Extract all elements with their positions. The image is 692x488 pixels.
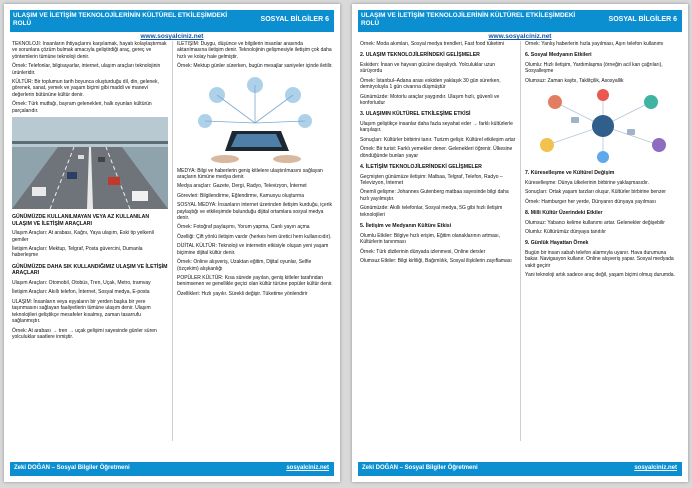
page-1 bbox=[4, 4, 340, 482]
page-footer bbox=[10, 462, 334, 476]
paragraph: Olumlu: Kültürümüz dünyaya tanıtılır bbox=[525, 229, 606, 236]
paragraph: ULAŞIM: İnsanların veya eşyaların bir yerden başka bir yere taşınmasını sağlayan faaliyetlerin tümüne ulaşım denir. Ulaşım teknolojileri geliştikçe mesafeler kısalmış, zaman tasarrufu sağlanmıştır. bbox=[12, 298, 151, 325]
header-subject: SOSYAL BİLGİLER 6 bbox=[260, 16, 329, 23]
paragraph: Ulaşım geliştikçe insanlar daha fazla seyahat eder → farklı kültürlerle karşılaşır. bbox=[360, 121, 513, 134]
page-2 bbox=[352, 4, 688, 482]
paragraph: Görevleri: Bilgilendirme, Eğlendirme, Kamuoyu oluşturma bbox=[177, 192, 304, 199]
footer-site-link[interactable]: sosyalciniz.net bbox=[634, 465, 677, 471]
paragraph: Yani teknoloji artık sadece araç değil, yaşam biçimi olmuş durumda. bbox=[525, 272, 675, 279]
site-link[interactable]: www.sosyalciniz.net bbox=[488, 33, 552, 40]
paragraph: Örnek: Türk mutfağı, bayram gelenekleri, halk oyunları kültürün parçalarıdır. bbox=[12, 101, 152, 114]
column-divider bbox=[172, 41, 173, 441]
section-heading: 8. Milli Kültür Üzerindeki Etkiler bbox=[525, 210, 603, 217]
paragraph: İLETİŞİM: Duygu, düşünce ve bilgilerin insanlar arasında aktarılmasına iletişim denir. Teknolojinin gelişmesiyle iletişim çok daha hızlı ve kolay hale gelmiştir. bbox=[177, 41, 332, 60]
section-heading: GÜNÜMÜZDE KULLANILMAYAN VEYA AZ KULLANILAN ULAŞIM VE İLETİŞİM ARAÇLARI bbox=[12, 214, 150, 227]
paragraph: Örnek: Online alışveriş, Uzaktan eğitim, Dijital oyunlar, Selfie (özçekim) alışkanlığı bbox=[177, 259, 312, 272]
paragraph: Örnek: Bir turist: Farklı yemekler dener. Gelenekleri öğrenir. Ülkesine döndüğünde bunları yayar bbox=[360, 146, 513, 159]
paragraph: Örnek: Mektup günler sürerken, bugün mesajlar saniyeler içinde iletilir. bbox=[177, 63, 333, 70]
paragraph: SOSYAL MEDYA: İnsanların internet üzerinden iletişim kurduğu, içerik paylaştığı ve etkileşimde bulunduğu dijital ortamlara sosyal medya denir. bbox=[177, 202, 332, 222]
paragraph: Örnek: Moda akımları, Sosyal medya trendleri, Fast food tüketimi bbox=[360, 41, 504, 47]
paragraph: Örnek: Telefonlar, bilgisayarlar, internet, ulaşım araçları teknolojinin ürünleridir. bbox=[12, 63, 161, 76]
footer-author: Zeki DOĞAN – Sosyal Bilgiler Öğretmeni bbox=[14, 465, 130, 471]
paragraph: Örnek: Yanlış haberlerin hızla yayılması, Aşırı telefon kullanımı bbox=[525, 41, 664, 47]
page-header bbox=[10, 10, 334, 32]
paragraph: Örnek: İstanbul–Adana arası eskiden yaklaşık 30 gün sürerken, demiryoluyla 1 gün civarına düşmüştür bbox=[360, 77, 501, 91]
paragraph: Geçmişten günümüze iletişim: Matbaa, Telgraf, Telefon, Radyo – Televizyon, İnternet bbox=[360, 173, 503, 187]
paragraph: Sonuçları: Kültürler birbirini tanır. Turizm gelişir. Kültürel etkileşim artar bbox=[360, 136, 516, 143]
paragraph: Ulaşım Araçları: Otomobil, Otobüs, Tren, Uçak, Metro, tramvay bbox=[12, 280, 151, 287]
section-heading: 5. İletişim ve Medyanın Kültüre Etkisi bbox=[360, 223, 452, 230]
column-divider bbox=[520, 41, 521, 441]
paragraph: Sonuçları: Ortak yaşam tarzları oluşur. Kültürler birbirine benzer bbox=[525, 189, 666, 196]
paragraph: Örnek: Hamburger her yerde, Dünyanın dünyaya yayılması bbox=[525, 198, 656, 205]
paragraph: Özelliği: Çift yönlü iletişim vardır (herkes hem üretici hem kullanıcıdır). bbox=[177, 233, 332, 240]
paragraph: DİJİTAL KÜLTÜR: Teknoloji ve internetin etkisiyle oluşan yeni yaşam biçimine dijital kültür denir. bbox=[177, 243, 329, 256]
paragraph: Günümüzde: Akıllı telefonlar, Sosyal medya, 5G gibi hızlı iletişim teknolojileri bbox=[360, 205, 503, 218]
paragraph: TEKNOLOJİ: İnsanların ihtiyaçlarını karşılamak, hayatı kolaylaştırmak ve sorunlara çözüm bulmak amacıyla geliştirdiği araç, gereç ve yöntemlerin tümüne teknoloji denir. bbox=[12, 41, 167, 60]
section-heading: 3. ULAŞIMIN KÜLTÜREL ETKİLEŞİME ETKİSİ bbox=[360, 111, 471, 118]
page-footer bbox=[358, 462, 682, 476]
header-title: ULAŞIM VE İLETİŞİM TEKNOLOJİLERİNİN KÜLTÜREL ETKİLEŞİMDEKİ ROLÜ bbox=[13, 12, 228, 27]
section-heading: 9. Günlük Hayattan Örnek bbox=[525, 240, 589, 247]
paragraph: Ulaşım Araçları: At arabası, Kağnı, Yaya ulaşım, Eski tip yelkenli gemiler bbox=[12, 230, 154, 243]
paragraph: KÜLTÜR: Bir toplumun tarih boyunca oluşturduğu dil, din, gelenek, görenek, sanat, yemek ve yaşam biçimi gibi maddi ve manevi değerlerin bütününe kültür denir. bbox=[12, 79, 159, 98]
paragraph: POPÜLER KÜLTÜR: Kısa sürede yayılan, geniş kitleler tarafından benimsenen ve genellikle geçici olan kültür türüne popüler kültür denir. bbox=[177, 274, 333, 288]
section-heading: 2. ULAŞIM TEKNOLOJİLERİNDEKİ GELİŞMELER bbox=[360, 52, 480, 59]
section-heading: 6. Sosyal Medyanın Etkileri bbox=[525, 52, 592, 59]
footer-site-link[interactable]: sosyalciniz.net bbox=[286, 465, 329, 471]
paragraph: Önemli gelişme: Johannes Gutenberg matbaa sayesinde bilgi daha hızlı yayılmıştır. bbox=[360, 189, 509, 202]
paragraph: Olumlu: Hızlı iletişim, Yardımlaşma (örneğin acil kan çağrıları), Sosyalleşme bbox=[525, 62, 663, 75]
paragraph: Olumlu Etkiler: Bilgiye hızlı erişim, Eğitim olanaklarının artması, Kültürlerin tanınması bbox=[360, 232, 501, 246]
paragraph: Özellikleri: Hızlı yayılır. Sürekli değişir. Tüketime yönlendirir bbox=[177, 290, 308, 297]
paragraph: Günümüzde: Motorlu araçlar yaygındır. Ulaşım hızlı, güvenli ve konforludur bbox=[360, 93, 500, 107]
paragraph: MEDYA: Bilgi ve haberlerin geniş kitlelere ulaştırılmasını sağlayan araçların tümüne medya denir. bbox=[177, 167, 323, 181]
footer-author: Zeki DOĞAN – Sosyal Bilgiler Öğretmeni bbox=[362, 465, 478, 471]
paragraph: Örnek: At arabası → tren → uçak gelişimi sayesinde günler süren yolculuklar saatlere inmiştir. bbox=[12, 327, 157, 340]
social-media-illustration bbox=[525, 87, 681, 165]
section-heading: 4. İLETİŞİM TEKNOLOJİLERİNDEKİ GELİŞMELER bbox=[360, 164, 482, 171]
section-heading: 7. Küreselleşme ve Kültürel Değişim bbox=[525, 170, 615, 177]
page-header bbox=[358, 10, 682, 32]
paragraph: Örnek: Fotoğraf paylaşımı, Yorum yapma, Canlı yayın açma bbox=[177, 224, 310, 231]
header-title: ULAŞIM VE İLETİŞİM TEKNOLOJİLERİNİN KÜLTÜREL ETKİLEŞİMDEKİ ROLÜ bbox=[361, 12, 576, 27]
header-subject: SOSYAL BİLGİLER 6 bbox=[608, 16, 677, 23]
paragraph: İletişim Araçları: Akıllı telefon, İnternet, Sosyal medya, E-posta bbox=[12, 289, 150, 296]
smartphone-network-image bbox=[177, 73, 333, 165]
column-right bbox=[525, 41, 681, 441]
paragraph: İletişim Araçları: Mektup, Telgraf, Posta güvercini, Dumanla haberleşme bbox=[12, 246, 143, 259]
section-heading: GÜNÜMÜZDE DAHA SIK KULLANDIĞIMIZ ULAŞIM VE İLETİŞİM ARAÇLARI bbox=[12, 263, 168, 277]
site-link[interactable]: www.sosyalciniz.net bbox=[140, 33, 204, 40]
paragraph: Olumsuz: Yabancı kelime kullanımı artar. Gelenekler değişebilir bbox=[525, 219, 665, 226]
paragraph: Eskiden: İnsan ve hayvan gücüne dayalıydı. Yolculuklar uzun sürüyordu bbox=[360, 62, 496, 75]
paragraph: Olumsuz Etkiler: Bilgi kirliliği, Bağımlılık, Sosyal ilişkilerin zayıflaması bbox=[360, 257, 512, 264]
column-left bbox=[12, 41, 168, 441]
paragraph: Olumsuz: Zaman kaybı, Taklitçilik, Asosyallik bbox=[525, 77, 624, 84]
paragraph: Örnek: Türk dizilerinin dünyada izlenmesi, Online dersler bbox=[360, 248, 486, 255]
column-left bbox=[360, 41, 516, 441]
paragraph: Bugün bir insan sabah telefon alarmıyla uyanır. Hava durumuna bakar. Navigasyon kullanır. Online alışveriş yapar. Sosyal medyada vakit geçirir bbox=[525, 250, 674, 269]
highway-traffic-image bbox=[12, 117, 168, 209]
column-right bbox=[177, 41, 333, 441]
paragraph: Küreselleşme: Dünya ülkelerinin birbirine yaklaşmasıdır. bbox=[525, 179, 649, 186]
paragraph: Medya araçları: Gazete, Dergi, Radyo, Televizyon, İnternet bbox=[177, 183, 307, 190]
